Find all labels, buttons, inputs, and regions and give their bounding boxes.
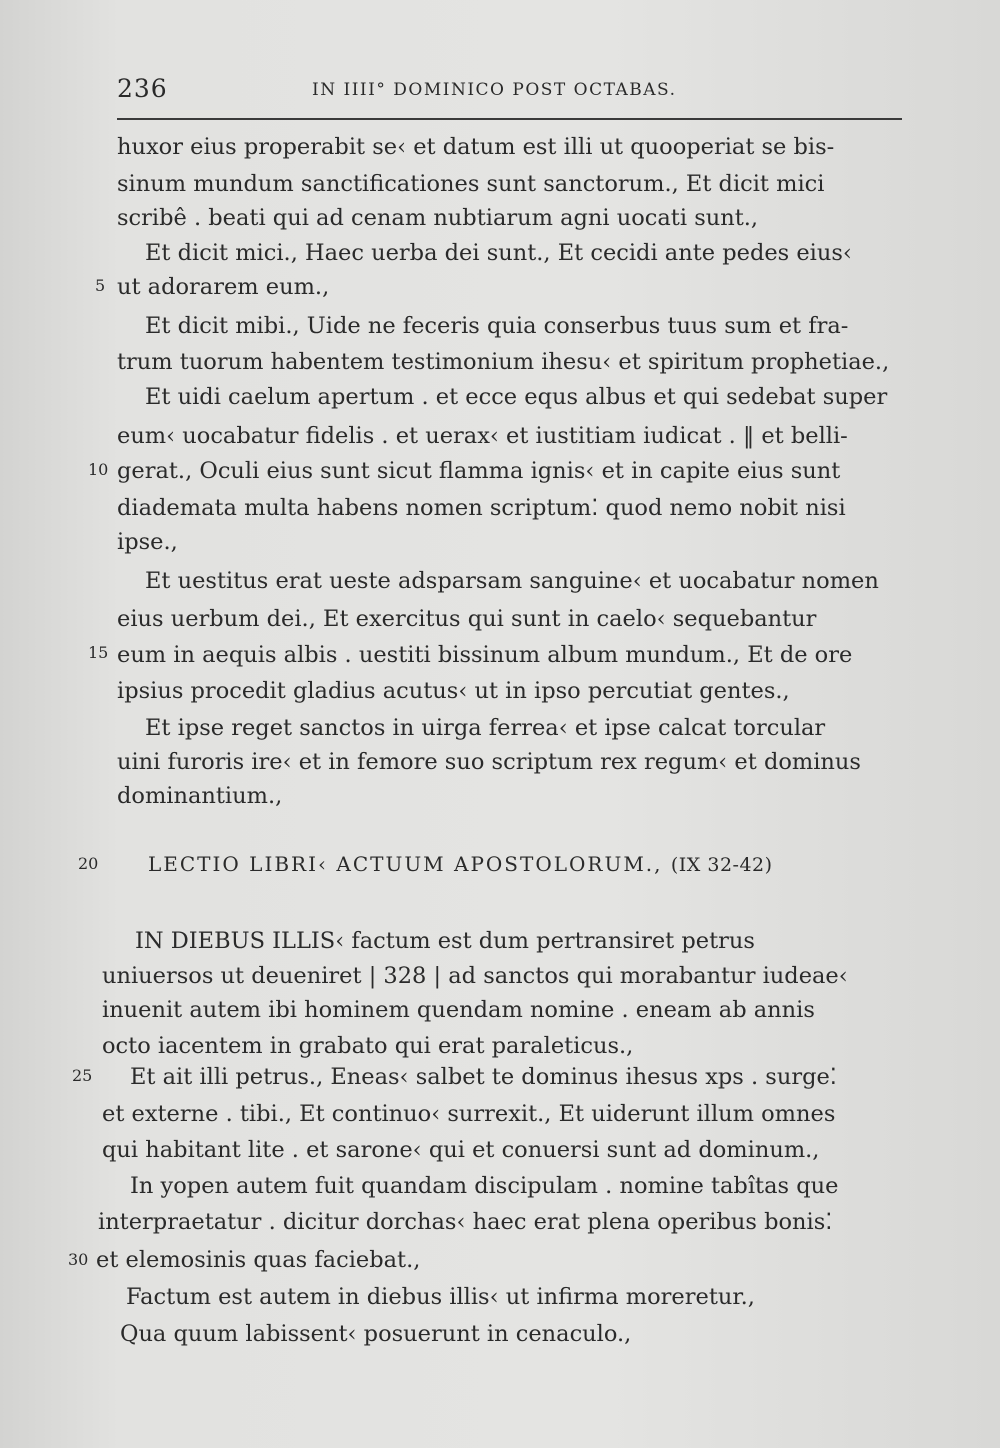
text-line: Et dicit mibi., Uide ne feceris quia conserbus tuus sum et fra- xyxy=(145,313,849,339)
lectio-title: LECTIO LIBRI‹ ACTUUM APOSTOLORUM., xyxy=(148,852,663,876)
text-line: sinum mundum sanctificationes sunt sanctorum., Et dicit mici xyxy=(117,171,825,197)
text-line: In yopen autem fuit quandam discipulam . nomine tabîtas que xyxy=(130,1173,839,1199)
text-line: IN DIEBUS ILLIS‹ factum est dum pertransiret petrus xyxy=(135,928,755,954)
text-line: gerat., Oculi eius sunt sicut flamma ignis‹ et in capite eius sunt xyxy=(117,458,841,484)
text-line: dominantium., xyxy=(117,783,283,809)
text-line: trum tuorum habentem testimonium ihesu‹ et spiritum prophetiae., xyxy=(117,349,890,375)
text-line: uniuersos ut deueniret | 328 | ad sanctos qui morabantur iudeae‹ xyxy=(102,963,848,989)
text-line: diademata multa habens nomen scriptum⁚ quod nemo nobit nisi xyxy=(117,495,846,521)
text-line: inuenit autem ibi hominem quendam nomine . eneam ab annis xyxy=(102,997,815,1023)
page-number: 236 xyxy=(117,74,168,103)
text-line: et externe . tibi., Et continuo‹ surrexit., Et uiderunt illum omnes xyxy=(102,1101,836,1127)
lectio-reference: (IX 32-42) xyxy=(670,854,773,876)
text-line: ut adorarem eum., xyxy=(117,274,330,300)
text-line: scribê . beati qui ad cenam nubtiarum agni uocati sunt., xyxy=(117,205,759,231)
line-number: 30 xyxy=(68,1250,89,1269)
text-line: Et uestitus erat ueste adsparsam sanguine‹ et uocabatur nomen xyxy=(145,568,879,594)
text-line: Et dicit mici., Haec uerba dei sunt., Et cecidi ante pedes eius‹ xyxy=(145,240,852,266)
line-number: 10 xyxy=(88,460,109,479)
text-line: Factum est autem in diebus illis‹ ut infirma moreretur., xyxy=(126,1284,755,1310)
text-line: eum in aequis albis . uestiti bissinum album mundum., Et de ore xyxy=(117,642,853,668)
text-line: uini furoris ire‹ et in femore suo scriptum rex regum‹ et dominus xyxy=(117,749,861,775)
text-line: interpraetatur . dicitur dorchas‹ haec erat plena operibus bonis⁚ xyxy=(98,1209,833,1235)
lectio-heading xyxy=(148,852,902,876)
text-line: Et ipse reget sanctos in uirga ferrea‹ et ipse calcat torcular xyxy=(145,715,826,741)
running-title: IN IIII° DOMINICO POST OCTABAS. xyxy=(312,80,677,100)
text-line: Et ait illi petrus., Eneas‹ salbet te dominus ihesus xps . surge⁚ xyxy=(130,1064,837,1090)
text-line: et elemosinis quas faciebat., xyxy=(96,1247,421,1273)
text-line: ipsius procedit gladius acutus‹ ut in ipso percutiat gentes., xyxy=(117,678,790,704)
text-line: qui habitant lite . et sarone‹ qui et conuersi sunt ad dominum., xyxy=(102,1137,820,1163)
line-number: 25 xyxy=(72,1066,93,1085)
text-line: eius uerbum dei., Et exercitus qui sunt in caelo‹ sequebantur xyxy=(117,606,817,632)
text-line: eum‹ uocabatur fidelis . et uerax‹ et iustitiam iudicat . ‖ et belli- xyxy=(117,423,848,449)
header-rule xyxy=(117,118,902,120)
line-number: 5 xyxy=(95,276,106,295)
text-line: ipse., xyxy=(117,529,178,555)
line-number: 15 xyxy=(88,643,109,662)
text-line: octo iacentem in grabato qui erat paraleticus., xyxy=(102,1033,634,1059)
text-line: huxor eius properabit se‹ et datum est illi ut quooperiat se bis- xyxy=(117,134,835,160)
text-line: Qua quum labissent‹ posuerunt in cenaculo., xyxy=(120,1321,632,1347)
text-line: Et uidi caelum apertum . et ecce equs albus et qui sedebat super xyxy=(145,384,888,410)
page-header xyxy=(117,70,902,106)
line-number: 20 xyxy=(78,854,99,873)
